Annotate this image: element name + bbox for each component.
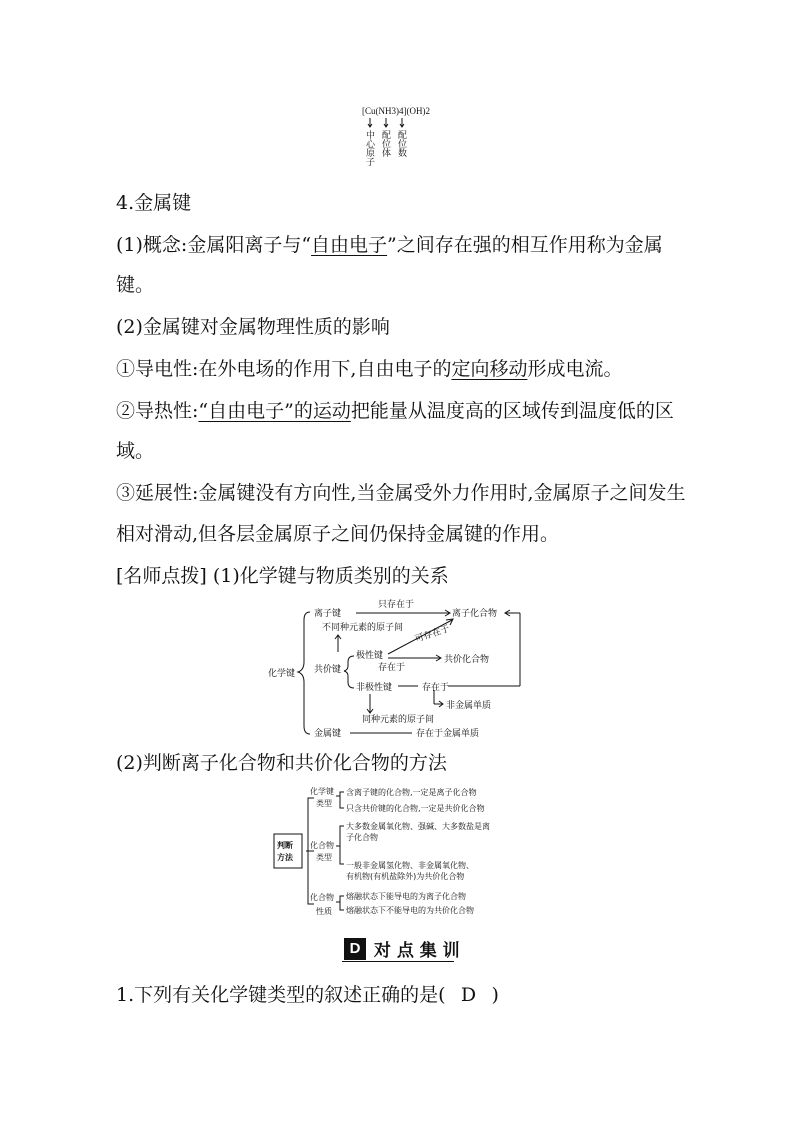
branch-bondtype-1: 化学键 [310,787,334,796]
complex-formula: [Cu(NH3)4](OH)2 [362,106,430,116]
comptype-rule-2a: 一般非金属氢化物、非金属氧化物、 [346,861,474,870]
comptype-rule-1b: 子化合物 [346,833,378,842]
concept-line-cont: 键。 [116,274,155,296]
label-may-exist: 可存在于 [413,624,452,645]
comptype-rule-2b: 有机物(有机盐除外)为共价化合物 [346,872,465,881]
label-ligand: 配位体 [382,131,392,159]
label-exists-in: 存在于 [378,663,406,673]
box-judge-1: 判断 [277,841,293,850]
node-covalent-compound: 共价化合物 [444,655,490,665]
label-exists-in-2: 存在于 [422,683,450,693]
label-different-elements: 不同种元素的原子间 [322,623,404,633]
node-metallic-bond: 金属键 [314,729,342,739]
bondtype-rule-2: 只含共价键的化合物,一定是共价化合物 [346,804,485,813]
ductility-line-1: ③延展性:金属键没有方向性,当金属受外力作用时,金属原子之间发生 [116,482,686,504]
branch-prop-1: 化合物 [310,893,334,902]
thermal-line-cont: 域。 [116,440,155,462]
label-same-elements: 同种元素的原子间 [362,715,435,725]
bond-classification-diagram [266,596,536,744]
practice-underline [342,961,454,962]
practice-header [344,936,460,961]
complex-formula-diagram [360,100,440,172]
effects-heading: (2)金属键对金属物理性质的影响 [116,316,390,338]
comptype-rule-1a: 大多数金属氧化物、强碱、大多数盐是离 [346,822,490,831]
prop-rule-1: 熔融状态下能导电的为离子化合物 [346,892,466,901]
label-exists-in-metal: 存在于金属单质 [416,729,480,739]
box-judge-2: 方法 [277,853,293,862]
node-chemical-bond: 化学键 [268,669,296,679]
answer-directional-movement: 定向移动 [451,358,528,380]
question-1: 1.下列有关化学键类型的叙述正确的是( D ) [116,984,499,1006]
label-central-atom: 中心原子 [366,131,376,168]
label-coord-number: 配位数 [398,131,408,159]
node-ionic-bond: 离子键 [314,609,342,619]
conductivity-line: ①导电性:在外电场的作用下,自由电子的定向移动形成电流。 [116,358,623,380]
answer-free-electrons: 自由电子 [311,234,388,256]
node-nonmetal-element: 非金属单质 [446,701,492,711]
prop-rule-2: 熔融状态下不能导电的为共价化合物 [346,906,474,915]
branch-bondtype-2: 类型 [316,799,332,808]
branch-comptype-2: 类型 [316,853,332,862]
thermal-line: ②导热性:“自由电子”的运动把能量从温度高的区域传到温度低的区 [116,400,674,422]
concept-line: (1)概念:金属阳离子与“自由电子”之间存在强的相互作用称为金属 [116,234,663,256]
node-polar-bond: 极性键 [356,651,384,661]
judgement-method-diagram [270,786,530,920]
branch-comptype-1: 化合物 [310,841,334,850]
node-ionic-compound: 离子化合物 [452,609,498,619]
branch-prop-2: 性质 [316,907,332,916]
node-nonpolar-bond: 非极性键 [356,683,393,693]
practice-badge: D [344,938,366,960]
practice-title: 对 点 集 训 [373,941,460,961]
node-covalent-bond: 共价键 [314,665,342,675]
ductility-line-2: 相对滑动,但各层金属原子之间仍保持金属键的作用。 [116,523,560,545]
answer-electron-motion: “自由电子”的运动 [198,400,351,422]
section-heading-metallic-bond: 4.金属键 [116,192,192,214]
bondtype-rule-1: 含离子键的化合物,一定是离子化合物 [346,788,477,797]
method-heading: (2)判断离子化合物和共价化合物的方法 [116,752,447,774]
question-1-answer: D [460,984,477,1006]
tip-heading: [名师点拨] (1)化学键与物质类别的关系 [116,565,449,587]
label-only-in: 只存在于 [378,600,415,610]
